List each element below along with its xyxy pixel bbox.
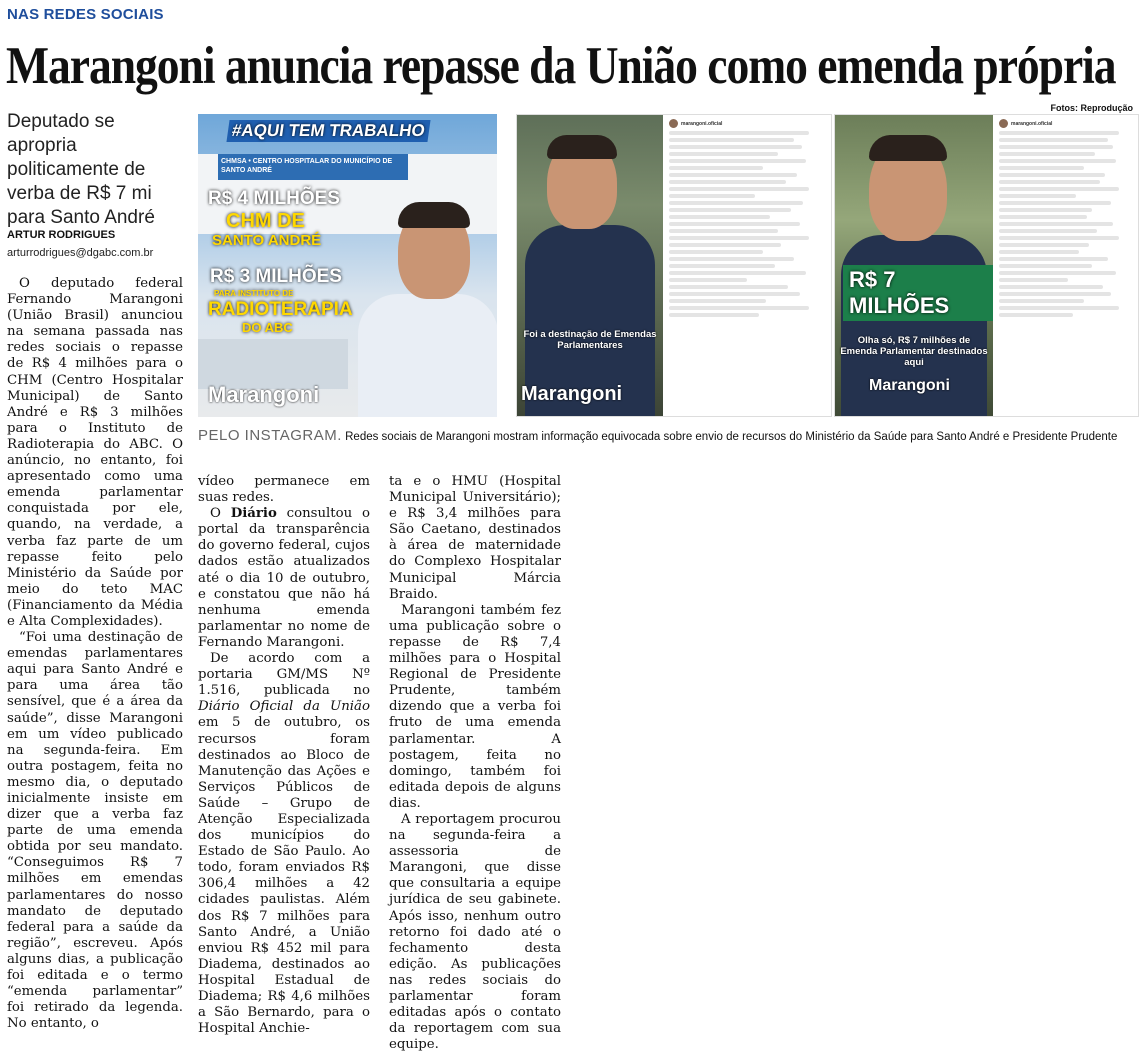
author-name: ARTUR RODRIGUES <box>7 229 116 241</box>
video-caption: Foi a destinação de Emendas Parlamentares <box>523 329 657 351</box>
article-column-3 <box>389 474 561 1053</box>
text-run: em 5 de outubro, os recursos foram destinados ao Bloco de Manutenção das Ações e Serviços Públicos de Saúde – Grupo de Atenção Especializada dos municípios do Estado de São Paulo. Ao todo, foram enviados R$ 306,4 milhões a 42 cidades paulistas. Além dos R$ 7 milhões para Santo André, a União enviou R$ 452 mil para Diadema, destinados ao Hospital Estadual de Diadema; R$ 4,6 milhões a São Bernardo, para o Hospital Anchie- <box>198 715 370 1037</box>
video-caption: Olha só, R$ 7 milhões de Emenda Parlamentar destinados aqui <box>840 335 988 368</box>
instagram-feed <box>663 115 831 416</box>
dest-2c: DO ABC <box>242 320 293 335</box>
amount-2: R$ 3 MILHÕES <box>210 266 342 287</box>
overlay-amount: R$ 7 MILHÕES <box>843 265 993 321</box>
photo-hospital-ad <box>198 114 497 417</box>
section-label: NAS REDES SOCIAIS <box>7 6 164 23</box>
avatar <box>669 119 678 128</box>
marangoni-logo: Marangoni <box>208 382 320 407</box>
text-run: consultou o portal da transparência do governo federal, cujos dados estão atualizados até o dia 10 de outubro, e constatou que não há nenhuma emenda parlamentar no nome de Fernando Marangoni. <box>198 506 370 650</box>
text-run: O <box>210 506 231 522</box>
marangoni-logo: Marangoni <box>869 377 950 394</box>
headline: Marangoni anuncia repasse da União como emenda própria <box>6 37 1116 95</box>
caption-text: Redes sociais de Marangoni mostram informação equivocada sobre envio de recursos do Ministério da Saúde para Santo André e Presidente Prudente <box>345 431 1118 443</box>
account-name[interactable]: marangoni.oficial <box>1011 120 1053 127</box>
article-column-1 <box>7 276 183 1032</box>
photo-instagram-post-2 <box>834 114 1139 417</box>
marangoni-logo: Marangoni <box>521 383 623 405</box>
tag-aqui-tem-trabalho: #AQUI TEM TRABALHO <box>226 120 430 142</box>
photo-credit: Fotos: Reprodução <box>1050 103 1133 113</box>
article-column-2 <box>198 474 370 1037</box>
caption-label: PELO INSTAGRAM. <box>198 427 342 444</box>
text-italic: Diário Oficial da União <box>198 699 370 715</box>
paragraph: Marangoni também fez uma publicação sobre o repasse de R$ 7,4 milhões para o Hospital Regional de Presidente Prudente, também dizendo que a verba foi fruto de uma emenda parlamentar. A postagem, feita no domingo, também foi editada depois de alguns dias. <box>389 602 561 811</box>
person-hair <box>547 135 617 159</box>
amount-1: R$ 4 MILHÕES <box>208 188 340 209</box>
photo-caption <box>198 427 1117 444</box>
text-bold: Diário <box>230 506 277 522</box>
dest-1b: SANTO ANDRÉ <box>212 232 322 249</box>
video-frame <box>835 115 993 416</box>
dest-2a: PARA INSTITUTO DE <box>214 289 294 298</box>
paragraph <box>198 506 370 651</box>
paragraph: A reportagem procurou na segunda-feira a assessoria de Marangoni, que disse que consultaria a equipe jurídica de seu gabinete. Após isso, nenhum outro retorno foi dado até o fechamento desta edição. As publicações nas redes sociais do parlamentar foram editadas após o contato da reportagem com sua equipe. <box>389 811 561 1053</box>
dest-1a: CHM DE <box>226 210 305 232</box>
paragraph: O deputado federal Fernando Marangoni (União Brasil) anunciou na semana passada nas redes sociais o repasse de R$ 4 milhões para o CHM (Centro Hospitalar Municipal) de Santo André e R$ 3 milhões para o Instituto de Radioterapia do ABC. O anúncio, no entanto, foi apresentado como uma emenda parlamentar conquistada por ele, quando, na verdade, a verba faz parte de um repasse feito pelo Ministério da Saúde por meio do teto MAC (Financiamento da Média e Alta Complexidades). <box>7 276 183 629</box>
paragraph: ta e o HMU (Hospital Municipal Universitário); e R$ 3,4 milhões para São Caetano, destinados à área de maternidade do Complexo Hospitalar Municipal Márcia Braido. <box>389 474 561 602</box>
photo-instagram-post-1 <box>516 114 832 417</box>
subheadline: Deputado se apropria politicamente de verba de R$ 7 mi para Santo André <box>7 111 155 228</box>
paragraph <box>198 651 370 1037</box>
paragraph: “Foi uma destinação de emendas parlamentares aqui para Santo André e para uma área tão sensível, que é a área da saúde”, disse Marangoni em um vídeo publicado na segunda-feira. Em outra postagem, feita no mesmo dia, o deputado inicialmente insiste em dizer que a verba faz parte de uma emenda obtida por seu mandato. “Conseguimos R$ 7 milhões em emendas parlamentares do nosso mandato de deputado federal para a saúde da região”, escreveu. Após alguns dias, a publicação foi editada e o termo “emenda parlamentar” foi retirado da legenda. No entanto, o <box>7 630 183 1032</box>
person-hair <box>398 202 470 228</box>
dest-2b: RADIOTERAPIA <box>208 299 353 320</box>
instagram-feed <box>993 115 1138 416</box>
author-email[interactable]: arturrodrigues@dgabc.com.br <box>7 247 154 259</box>
account-name[interactable]: marangoni.oficial <box>681 120 723 127</box>
person-shirt <box>358 294 497 417</box>
hospital-sign: CHMSA • CENTRO HOSPITALAR DO MUNICÍPIO DE SANTO ANDRÉ <box>218 154 408 180</box>
text-run: De acordo com a portaria GM/MS Nº 1.516, publicada no <box>198 651 370 699</box>
person-hair <box>869 135 947 161</box>
video-frame <box>517 115 663 416</box>
paragraph: vídeo permanece em suas redes. <box>198 474 370 506</box>
avatar <box>999 119 1008 128</box>
